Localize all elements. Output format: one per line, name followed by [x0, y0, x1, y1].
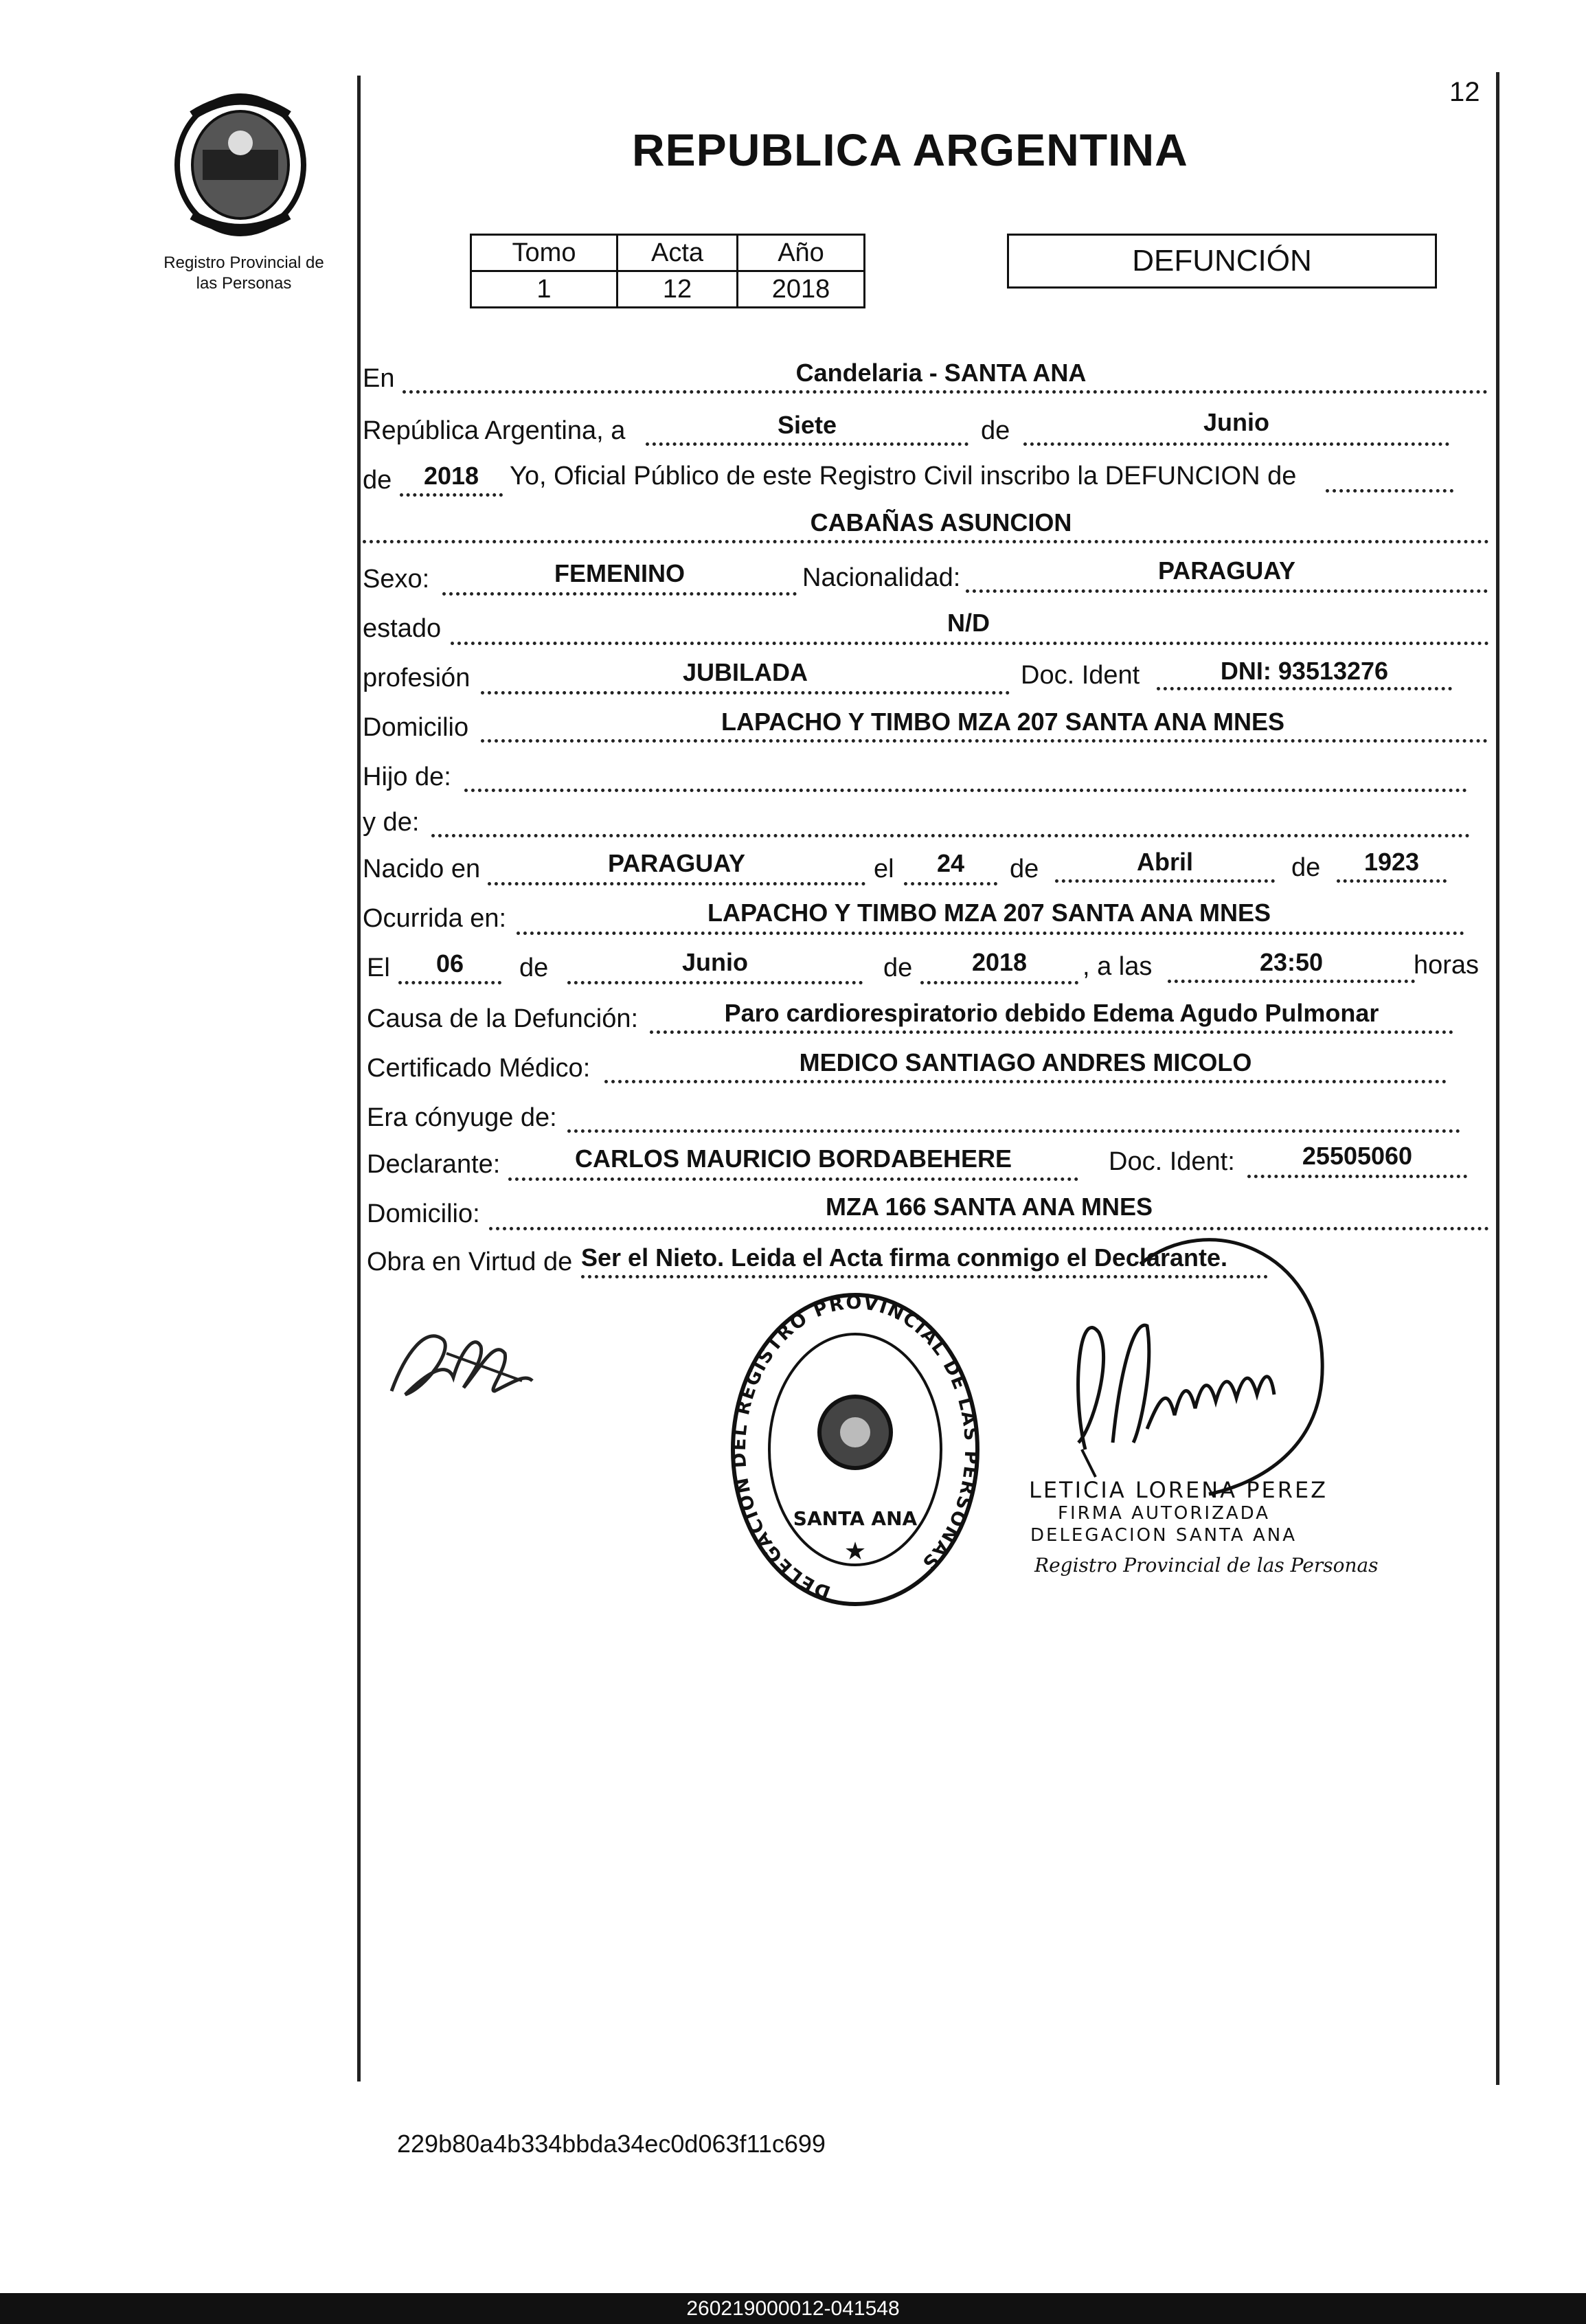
sexo-value: FEMENINO: [554, 559, 685, 587]
el-label: el: [874, 855, 894, 883]
birth-year: 1923: [1363, 848, 1420, 876]
death-year: 2018: [971, 948, 1028, 976]
conyuge-line: [567, 1129, 1460, 1133]
anio-value: 2018: [738, 271, 865, 308]
certificado-value: MEDICO SANTIAGO ANDRES MICOLO: [799, 1048, 1252, 1076]
decl-doc-value: 25505060: [1302, 1142, 1413, 1170]
inscribo-text: Yo, Oficial Público de este Registro Civil inscribo la DEFUNCION de: [510, 462, 1297, 490]
official-signature: [1030, 1223, 1333, 1511]
decl-doc-line: [1247, 1175, 1467, 1178]
ocurrida-value: LAPACHO Y TIMBO MZA 207 SANTA ANA MNES: [707, 899, 1271, 927]
alas-label: , a las: [1083, 952, 1153, 981]
certificado-label: Certificado Médico:: [367, 1054, 591, 1083]
logo-caption-line2: las Personas: [196, 274, 292, 293]
left-margin-line: [357, 76, 361, 2082]
tomo-header: Tomo: [471, 235, 618, 271]
nacido-label: Nacido en: [363, 855, 481, 883]
domicilio-value: LAPACHO Y TIMBO MZA 207 SANTA ANA MNES: [721, 708, 1285, 736]
de-label-5: de: [519, 954, 549, 982]
day-value: Siete: [777, 411, 837, 439]
causa-line: [650, 1030, 1453, 1034]
registry-stamp: [728, 1285, 982, 1614]
official-line4: Registro Provincial de las Personas: [1034, 1554, 1379, 1577]
page-number: 12: [1449, 77, 1480, 107]
profesion-line: [481, 691, 1010, 695]
ocurrida-label: Ocurrida en:: [363, 904, 507, 933]
declarante-label: Declarante:: [367, 1150, 501, 1179]
estado-value: N/D: [947, 609, 990, 637]
death-time-line: [1168, 980, 1415, 983]
death-time: 23:50: [1259, 948, 1324, 976]
de-label-3: de: [1010, 855, 1039, 883]
certificado-line: [604, 1080, 1447, 1083]
estado-line: [451, 642, 1489, 645]
profesion-value: JUBILADA: [682, 658, 808, 686]
right-margin-line: [1496, 72, 1499, 2085]
acta-value: 12: [618, 271, 738, 308]
name-line: [363, 540, 1489, 543]
record-type-box: DEFUNCIÓN: [1007, 234, 1437, 289]
death-day-line: [398, 981, 501, 984]
doc-value: DNI: 93513276: [1220, 657, 1389, 685]
doc-line: [1157, 687, 1452, 690]
hijo-line: [464, 789, 1467, 792]
en-line: [403, 390, 1488, 394]
en-value: Candelaria - SANTA ANA: [795, 359, 1087, 387]
declarante-line: [508, 1177, 1078, 1181]
decl-domicilio-line: [489, 1227, 1489, 1230]
tomo-value: 1: [471, 271, 618, 308]
birth-year-line: [1337, 879, 1447, 883]
acta-header: Acta: [618, 235, 738, 271]
nacido-value: PARAGUAY: [607, 849, 746, 877]
domicilio-line: [481, 739, 1488, 743]
El-label: El: [367, 954, 390, 982]
conyuge-label: Era cónyuge de:: [367, 1103, 557, 1132]
de-label-6: de: [883, 954, 913, 982]
declarante-value: CARLOS MAURICIO BORDABEHERE: [574, 1144, 1012, 1173]
de-label-4: de: [1291, 853, 1321, 882]
footer-code: 260219000012-041548: [0, 2293, 1586, 2324]
yde-line: [431, 834, 1470, 837]
year-line: [400, 493, 503, 497]
causa-label: Causa de la Defunción:: [367, 1004, 639, 1033]
sexo-line: [442, 592, 797, 596]
sexo-label: Sexo:: [363, 565, 430, 594]
official-line2: FIRMA AUTORIZADA: [1058, 1503, 1271, 1524]
month-line: [1023, 442, 1449, 446]
birth-month: Abril: [1136, 848, 1193, 876]
nacionalidad-line: [966, 589, 1488, 593]
document-hash: 229b80a4b334bbda34ec0d063f11c699: [397, 2130, 826, 2158]
birth-month-line: [1055, 879, 1275, 883]
deceased-name: CABAÑAS ASUNCION: [810, 508, 1072, 537]
official-name: LETICIA LORENA PEREZ: [1029, 1477, 1328, 1503]
stamp-ring-text: DELEGACION DEL REGISTRO PROVINCIAL DE LAS PERSONAS: [728, 1291, 982, 1603]
nacionalidad-label: Nacionalidad:: [802, 563, 961, 592]
anio-header: Año: [738, 235, 865, 271]
yde-label: y de:: [363, 808, 420, 837]
death-month: Junio: [682, 948, 748, 976]
nacionalidad-value: PARAGUAY: [1157, 556, 1296, 585]
birth-day: 24: [936, 849, 965, 877]
inscribo-line: [1326, 489, 1453, 493]
obra-label: Obra en Virtud de: [367, 1248, 573, 1276]
domicilio-label: Domicilio: [363, 713, 469, 742]
record-table: [470, 234, 865, 308]
causa-value: Paro cardiorespiratorio debido Edema Agudo Pulmonar: [724, 999, 1379, 1027]
death-year-line: [920, 981, 1078, 984]
decl-doc-label: Doc. Ident:: [1109, 1147, 1235, 1176]
en-label: En: [363, 364, 395, 393]
horas-label: horas: [1414, 951, 1480, 980]
republica-label: República Argentina, a: [363, 416, 626, 445]
logo-caption: [141, 253, 347, 294]
de-label-1: de: [981, 416, 1010, 445]
ocurrida-line: [517, 932, 1464, 935]
death-month-line: [567, 981, 863, 984]
hijo-label: Hijo de:: [363, 763, 451, 791]
page-title: REPUBLICA ARGENTINA: [632, 124, 1188, 175]
decl-domicilio-value: MZA 166 SANTA ANA MNES: [825, 1193, 1153, 1221]
death-day: 06: [435, 949, 464, 978]
de-label-2: de: [363, 466, 392, 495]
profesion-label: profesión: [363, 664, 471, 692]
official-line3: DELEGACION SANTA ANA: [1030, 1525, 1297, 1546]
day-line: [646, 442, 968, 446]
declarant-signature: [378, 1312, 543, 1408]
doc-label: Doc. Ident: [1021, 661, 1140, 690]
month-value: Junio: [1203, 408, 1269, 436]
estado-label: estado: [363, 614, 442, 643]
stamp-inner-text: SANTA ANA: [793, 1507, 918, 1530]
nacido-line: [488, 882, 865, 885]
logo-caption-line1: Registro Provincial de: [163, 253, 324, 272]
year-value: 2018: [423, 462, 479, 490]
obra-value: Ser el Nieto. Leida el Acta firma conmigo el Declarante.: [581, 1243, 1227, 1272]
svg-text:★: ★: [843, 1537, 867, 1566]
record-table-header-row: [471, 235, 865, 271]
birth-day-line: [904, 882, 997, 885]
province-logo: [165, 88, 316, 239]
record-table-value-row: [471, 271, 865, 308]
decl-domicilio-label: Domicilio:: [367, 1199, 480, 1228]
